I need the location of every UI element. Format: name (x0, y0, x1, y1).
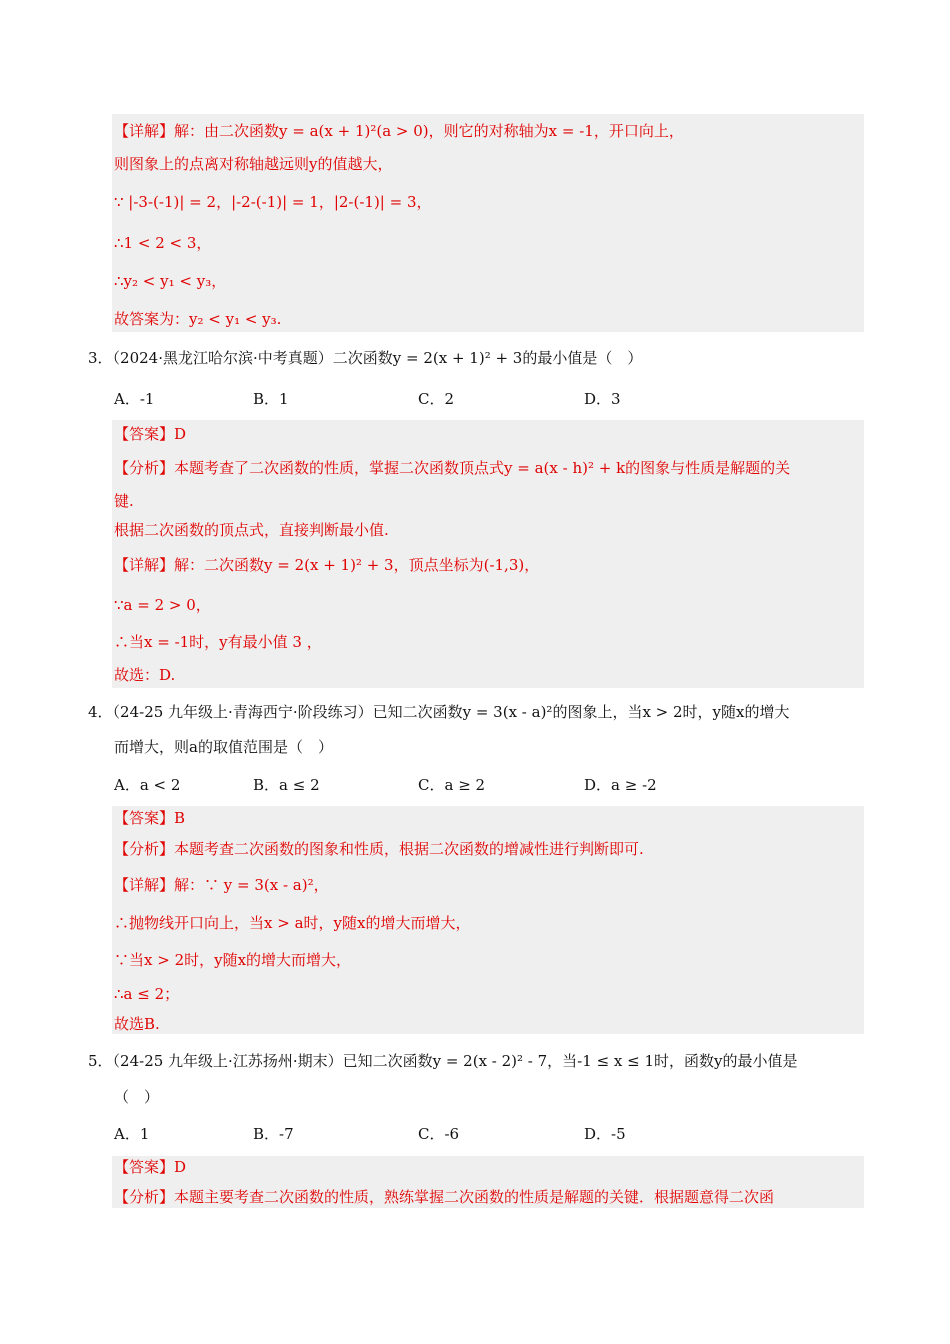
q3-option-b: B．1 (253, 390, 289, 408)
q2-detail-line-5: ∴y₂ < y₁ < y₃， (114, 272, 227, 290)
q4-option-b: B．a ≤ 2 (253, 776, 320, 794)
q4-option-c: C．a ≥ 2 (418, 776, 486, 794)
q3-analysis-2: 键. (114, 492, 134, 510)
q4-detail-2: ∴抛物线开口向上，当x > a时，y随x的增大而增大， (114, 914, 471, 932)
q4-detail-3: ∵当x > 2时，y随x的增大而增大， (114, 951, 352, 969)
q4-detail-4: ∴a ≤ 2； (114, 985, 180, 1003)
q5-option-d: D．-5 (584, 1125, 626, 1143)
q4-analysis: 【分析】本题考查二次函数的图象和性质，根据二次函数的增减性进行判断即可. (114, 840, 644, 858)
q2-detail-line-1: 【详解】解：由二次函数y = a(x + 1)²(a > 0)，则它的对称轴为x = -1，开口向上， (114, 122, 684, 140)
q2-detail-line-3: ∵ |-3-(-1)| = 2，|-2-(-1)| = 1，|2-(-1)| = 3， (114, 193, 432, 211)
q5-stem-1: 5．（24-25 九年级上·江苏扬州·期末）已知二次函数y = 2(x - 2)² - 7，当-1 ≤ x ≤ 1时，函数y的最小值是 (88, 1052, 798, 1070)
q2-detail-line-2: 则图象上的点离对称轴越远则y的值越大， (114, 155, 393, 173)
q4-answer: 【答案】B (114, 809, 186, 827)
q3-option-a: A．-1 (114, 390, 155, 408)
q5-answer: 【答案】D (114, 1158, 187, 1176)
q5-option-b: B．-7 (253, 1125, 294, 1143)
q3-analysis-1: 【分析】本题考查了二次函数的性质，掌握二次函数顶点式y = a(x - h)² + k的图象与性质是解题的关 (114, 459, 791, 477)
q3-answer: 【答案】D (114, 425, 187, 443)
q4-stem-2: 而增大，则a的取值范围是（ ） (114, 738, 333, 756)
q3-detail-4: 故选：D. (114, 666, 176, 684)
q3-detail-3: ∴当x = -1时，y有最小值 3 ， (114, 633, 322, 651)
q3-option-d: D．3 (584, 390, 621, 408)
q5-option-c: C．-6 (418, 1125, 460, 1143)
q3-detail-2: ∵a = 2 > 0， (114, 596, 211, 614)
q2-detail-line-6: 故答案为：y₂ < y₁ < y₃. (114, 310, 282, 328)
q3-option-c: C．2 (418, 390, 455, 408)
q4-detail-1: 【详解】解：∵ y = 3(x - a)²， (114, 876, 329, 894)
q4-detail-5: 故选B. (114, 1015, 160, 1033)
q2-solution-box (112, 114, 864, 332)
q5-analysis: 【分析】本题主要考查二次函数的性质，熟练掌握二次函数的性质是解题的关键．根据题意得二次函 (114, 1188, 775, 1206)
q4-stem-1: 4．（24-25 九年级上·青海西宁·阶段练习）已知二次函数y = 3(x - a)²的图象上，当x > 2时，y随x的增大 (88, 703, 790, 721)
q5-stem-2: （ ） (114, 1088, 160, 1106)
q3-detail-1: 【详解】解：二次函数y = 2(x + 1)² + 3，顶点坐标为(-1,3)， (114, 556, 540, 574)
q3-analysis-3: 根据二次函数的顶点式，直接判断最小值. (114, 521, 389, 539)
q2-detail-line-4: ∴1 < 2 < 3， (114, 234, 212, 252)
q5-option-a: A．1 (114, 1125, 150, 1143)
q3-stem: 3．（2024·黑龙江哈尔滨·中考真题）二次函数y = 2(x + 1)² + 3的最小值是（ ） (88, 349, 643, 367)
q4-option-a: A．a < 2 (114, 776, 181, 794)
q4-option-d: D．a ≥ -2 (584, 776, 657, 794)
